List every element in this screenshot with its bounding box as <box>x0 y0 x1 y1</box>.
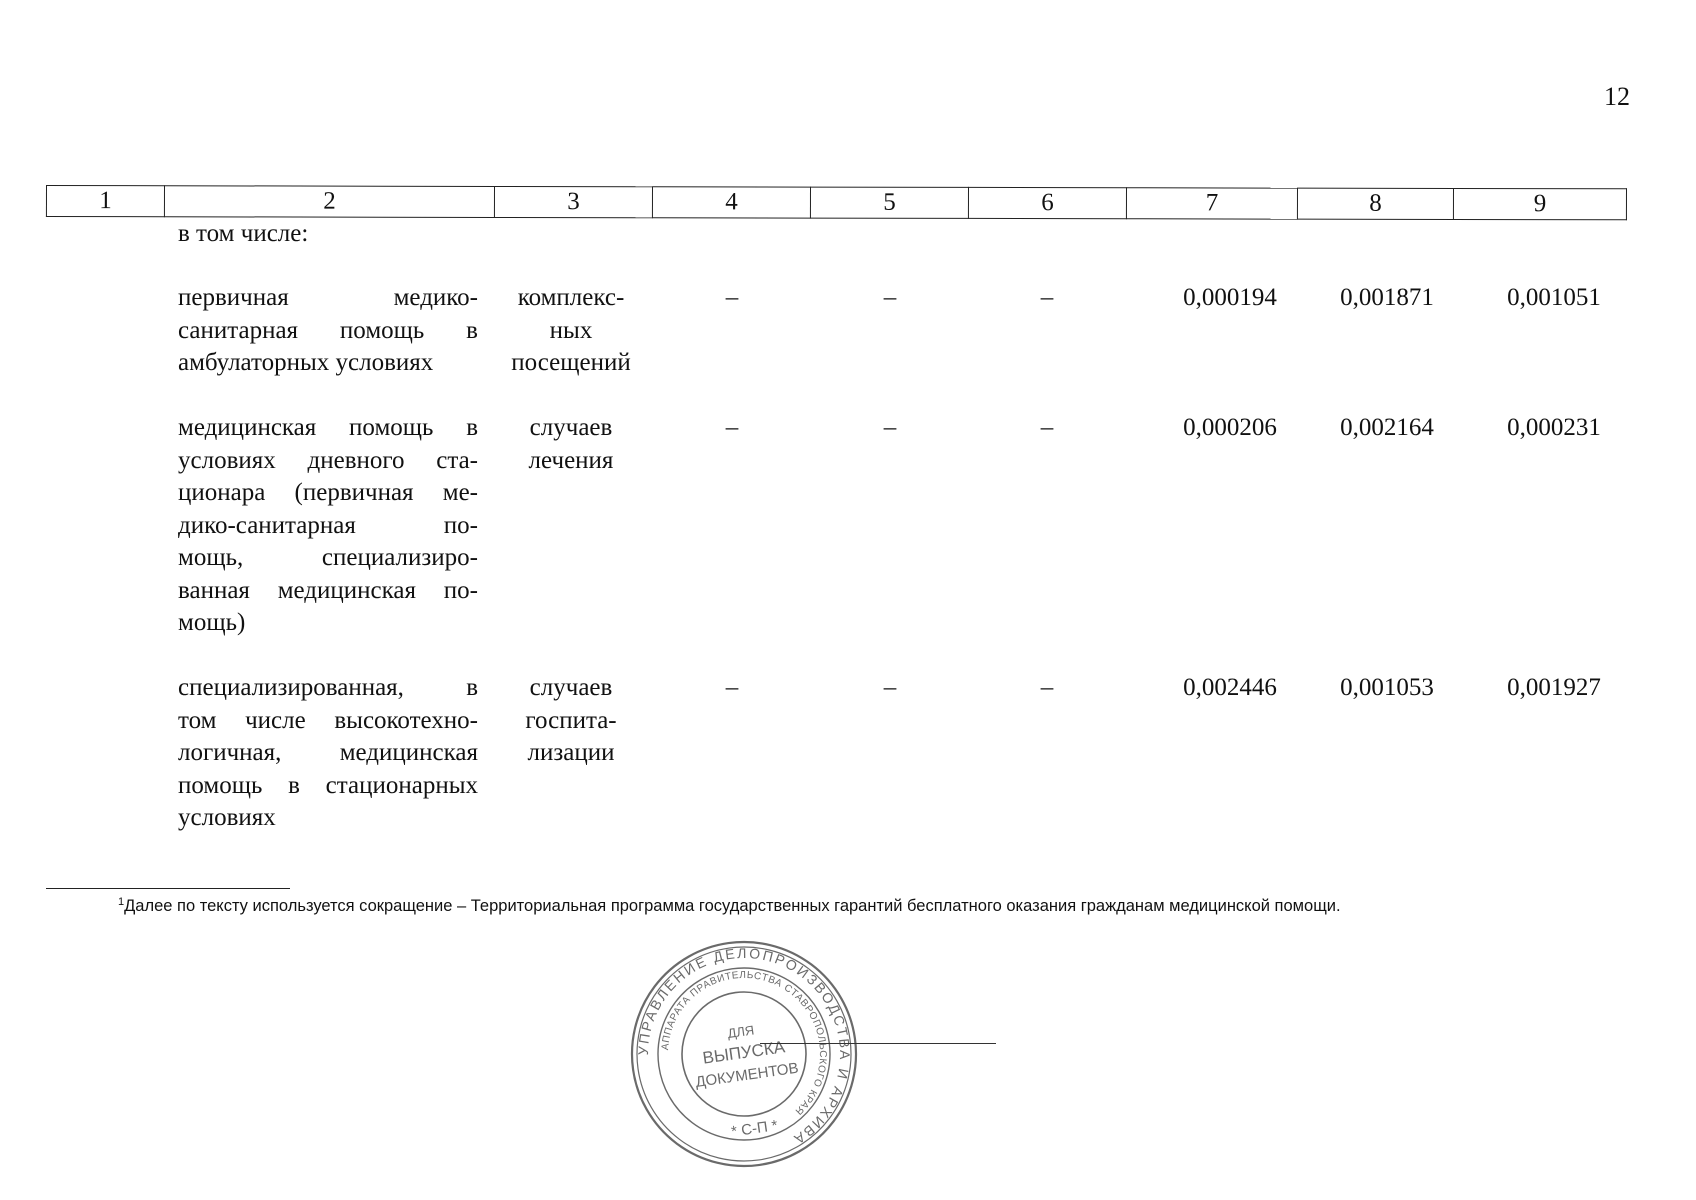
row-description <box>178 412 478 640</box>
description-line: помощь в стационарных <box>178 771 478 799</box>
stamp-middle-text: АППАРАТА ПРАВИТЕЛЬСТВА СТАВРОПОЛЬСКОГО КРАЯ <box>660 969 829 1117</box>
cell-col8: 0,001871 <box>1340 284 1434 311</box>
cell-col7: 0,000206 <box>1183 414 1277 441</box>
stamp-center-line: ДОКУМЕНТОВ <box>694 1059 800 1091</box>
footnote <box>118 896 1341 916</box>
cell-col9: 0,000231 <box>1507 414 1601 441</box>
unit-line: случаев <box>529 414 613 441</box>
cell-col4: – <box>725 284 739 311</box>
unit-line: комплекс- <box>517 284 625 311</box>
stamp-center-line: ДЛЯ <box>726 1022 756 1042</box>
column-number-2: 2 <box>164 186 494 218</box>
description-line: амбулаторных условиях <box>178 349 434 376</box>
description-line: условиях <box>178 804 276 831</box>
cell-col7: 0,000194 <box>1183 284 1277 311</box>
description-line: ванная медицинская по- <box>178 576 478 604</box>
unit-line: посещений <box>511 349 631 376</box>
description-line: санитарная помощь в <box>178 316 478 344</box>
row-unit <box>492 672 650 770</box>
cell-col6: – <box>1040 414 1054 441</box>
description-line: том числе высокотехно- <box>178 706 478 734</box>
stamp-outer-text: УПРАВЛЕНИЕ ДЕЛОПРОИЗВОДСТВА И АРХИВА <box>634 944 854 1149</box>
unit-line: случаев <box>529 674 613 701</box>
cell-col5: – <box>883 674 897 701</box>
cell-col8: 0,001053 <box>1340 674 1434 701</box>
column-number-4: 4 <box>652 187 810 218</box>
column-number-3: 3 <box>494 186 652 217</box>
description-line: мощь) <box>178 609 246 636</box>
column-number-5: 5 <box>810 187 968 218</box>
column-number-1: 1 <box>46 186 164 217</box>
description-line: ционара (первичная ме- <box>178 479 478 506</box>
cell-col9: 0,001051 <box>1507 284 1601 311</box>
unit-line: лизации <box>527 739 615 766</box>
row-description <box>178 672 478 835</box>
cell-col8: 0,002164 <box>1340 414 1434 441</box>
signature-line <box>760 1043 996 1044</box>
column-number-header <box>46 185 1627 220</box>
description-line: логичная, медицинская <box>178 739 478 766</box>
description-line: мощь, специализиро- <box>178 544 478 571</box>
cell-col5: – <box>883 414 897 441</box>
column-number-8: 8 <box>1297 188 1453 219</box>
description-line: специализированная, в <box>178 674 478 701</box>
row-unit <box>492 282 650 380</box>
column-number-6: 6 <box>968 187 1126 218</box>
table-intro-text: в том числе: <box>178 220 309 247</box>
official-stamp <box>628 938 860 1170</box>
page-number: 12 <box>1604 82 1630 111</box>
cell-col6: – <box>1040 674 1054 701</box>
stamp-bottom-text: * С-П * <box>730 1117 779 1141</box>
cell-col9: 0,001927 <box>1507 674 1601 701</box>
cell-col6: – <box>1040 284 1054 311</box>
description-line: дико-санитарная по- <box>178 511 478 539</box>
footnote-separator <box>46 888 290 889</box>
description-line: условиях дневного ста- <box>178 446 478 474</box>
description-line: медицинская помощь в <box>178 414 478 441</box>
unit-line: ных <box>549 316 593 344</box>
cell-col7: 0,002446 <box>1183 674 1277 701</box>
footnote-marker: 1 <box>118 896 125 908</box>
unit-line: госпита- <box>525 706 617 734</box>
column-number-9: 9 <box>1453 188 1626 219</box>
column-number-7: 7 <box>1126 188 1297 219</box>
footnote-text: Далее по тексту используется сокращение – Территориальная программа государственных гарантий бесплатного оказания гражданам медицинской помощи. <box>124 897 1341 915</box>
cell-col4: – <box>725 674 739 701</box>
unit-line: лечения <box>528 446 614 474</box>
cell-col4: – <box>725 414 739 441</box>
row-unit <box>492 412 650 477</box>
row-description <box>178 282 478 380</box>
stamp-center-line: ВЫПУСКА <box>701 1037 787 1068</box>
description-line: первичная медико- <box>178 284 478 311</box>
cell-col5: – <box>883 284 897 311</box>
